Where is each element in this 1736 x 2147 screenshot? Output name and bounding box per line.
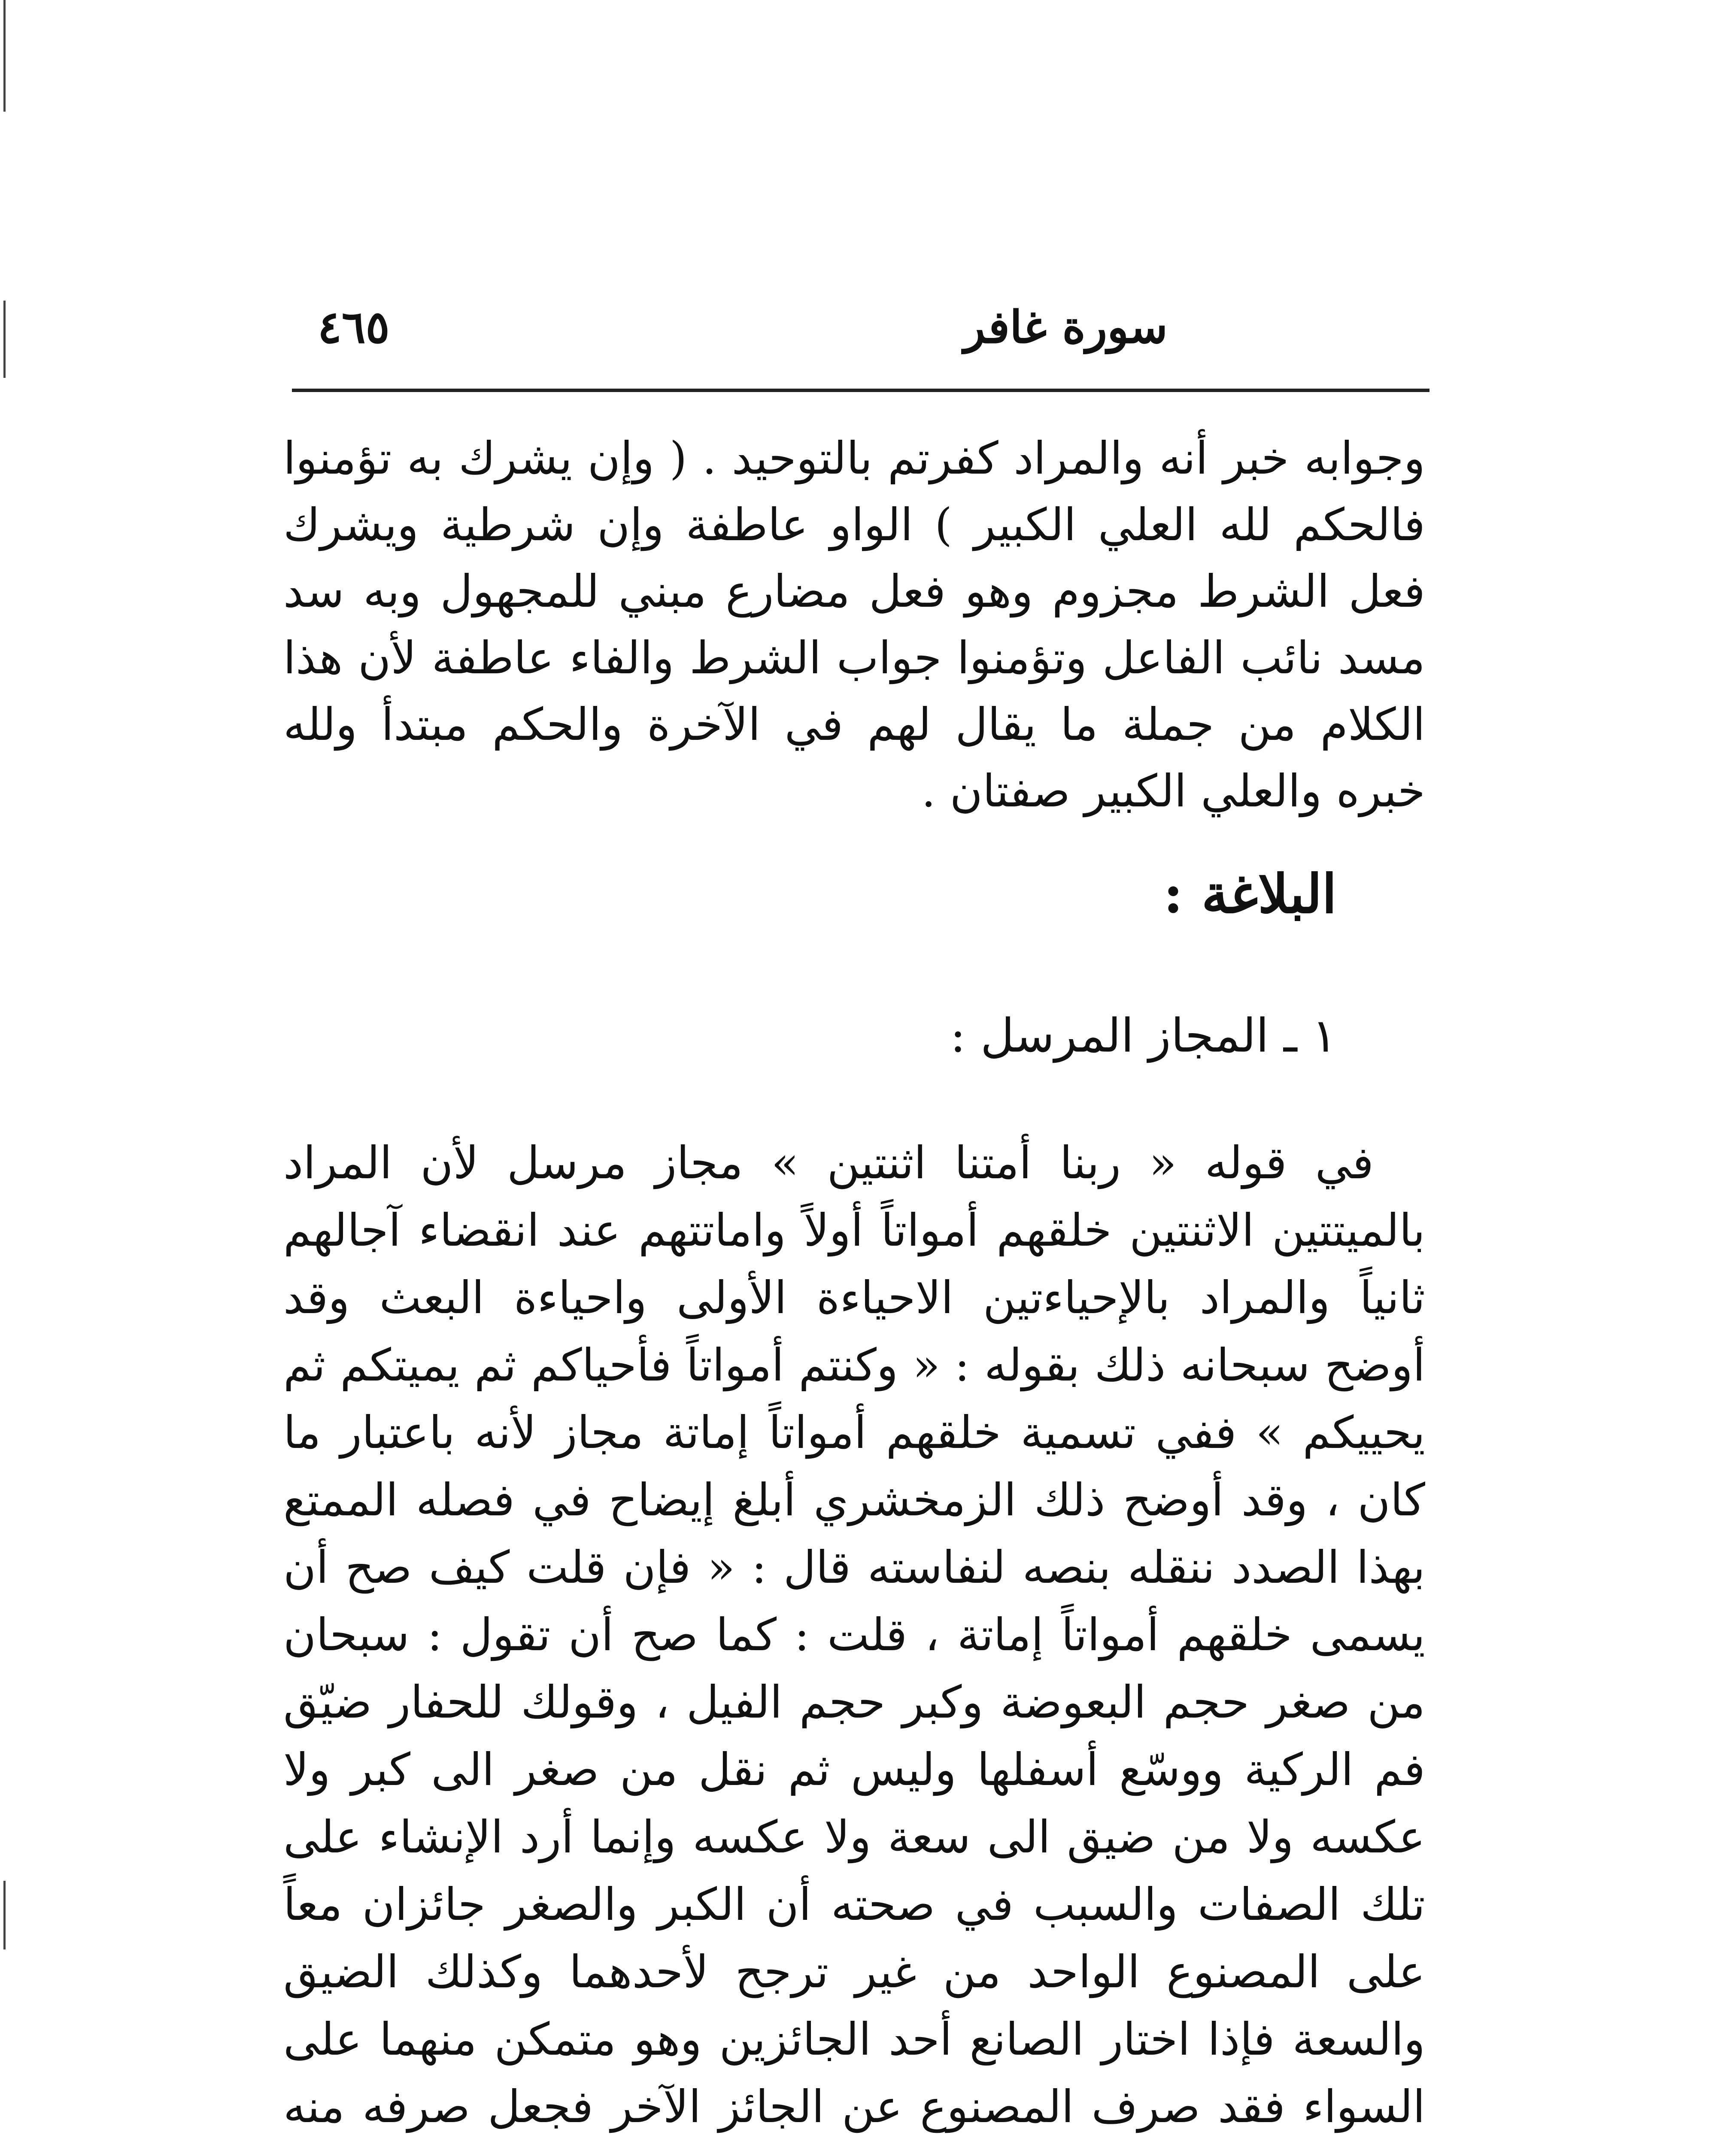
running-title: سورة غافر	[964, 301, 1168, 353]
header-rule	[292, 389, 1429, 392]
page-header	[292, 283, 1425, 374]
body-paragraph: في قوله « ربنا أمتنا اثنتين » مجاز مرسل لأن المراد بالميتتين الاثنتين خلقهم أمواتاً أولاً واماتتهم عند انقضاء آجالهم ثانياً والمراد بالإحياءتين الاحياءة الأولى واحياءة البعث وقد أوضح سبحانه ذلك بقوله : « وكنتم أمواتاً فأحياكم ثم يميتكم ثم يحييكم » ففي تسمية خلقهم أمواتاً إماتة مجاز لأنه باعتبار ما كان ، وقد أوضح ذلك الزمخشري أبلغ إيضاح في فصله الممتع بهذا الصدد ننقله بنصه لنفاسته قال : « فإن قلت كيف صح أن يسمى خلقهم أمواتاً إماتة ، قلت : كما صح أن تقول : سبحان من صغر حجم البعوضة وكبر حجم الفيل ، وقولك للحفار ضيّق فم الركية ووسّع أسفلها وليس ثم نقل من صغر الى كبر ولا عكسه ولا من ضيق الى سعة ولا عكسه وإنما أرد الإنشاء على تلك الصفات والسبب في صحته أن الكبر والصغر جائزان معاً على المصنوع الواحد من غير ترجح لأحدهما وكذلك الضيق والسعة فإذا اختار الصانع أحد الجائزين وهو متمكن منهما على السواء فقد صرف المصنوع عن الجائز الآخر فجعل صرفه منه	[283, 1137, 1426, 2133]
page-number: ٤٦٥	[318, 301, 390, 353]
subsection-heading: ١ ـ المجاز المرسل :	[950, 1009, 1337, 1063]
intro-paragraph: وجوابه خبر أنه والمراد كفرتم بالتوحيد . ( وإن يشرك به تؤمنوا فالحكم لله العلي الكبير ) الواو عاطفة وإن شرطية ويشرك فعل الشرط مجزوم وهو فعل مضارع مبني للمجهول وبه سد مسد نائب الفاعل وتؤمنوا جواب الشرط والفاء عاطفة لأن هذا الكلام من جملة ما يقال لهم في الآخرة والحكم مبتدأ ولله خبره والعلي الكبير صفتان .	[283, 432, 1426, 817]
section-heading: البلاغة :	[1163, 863, 1337, 925]
